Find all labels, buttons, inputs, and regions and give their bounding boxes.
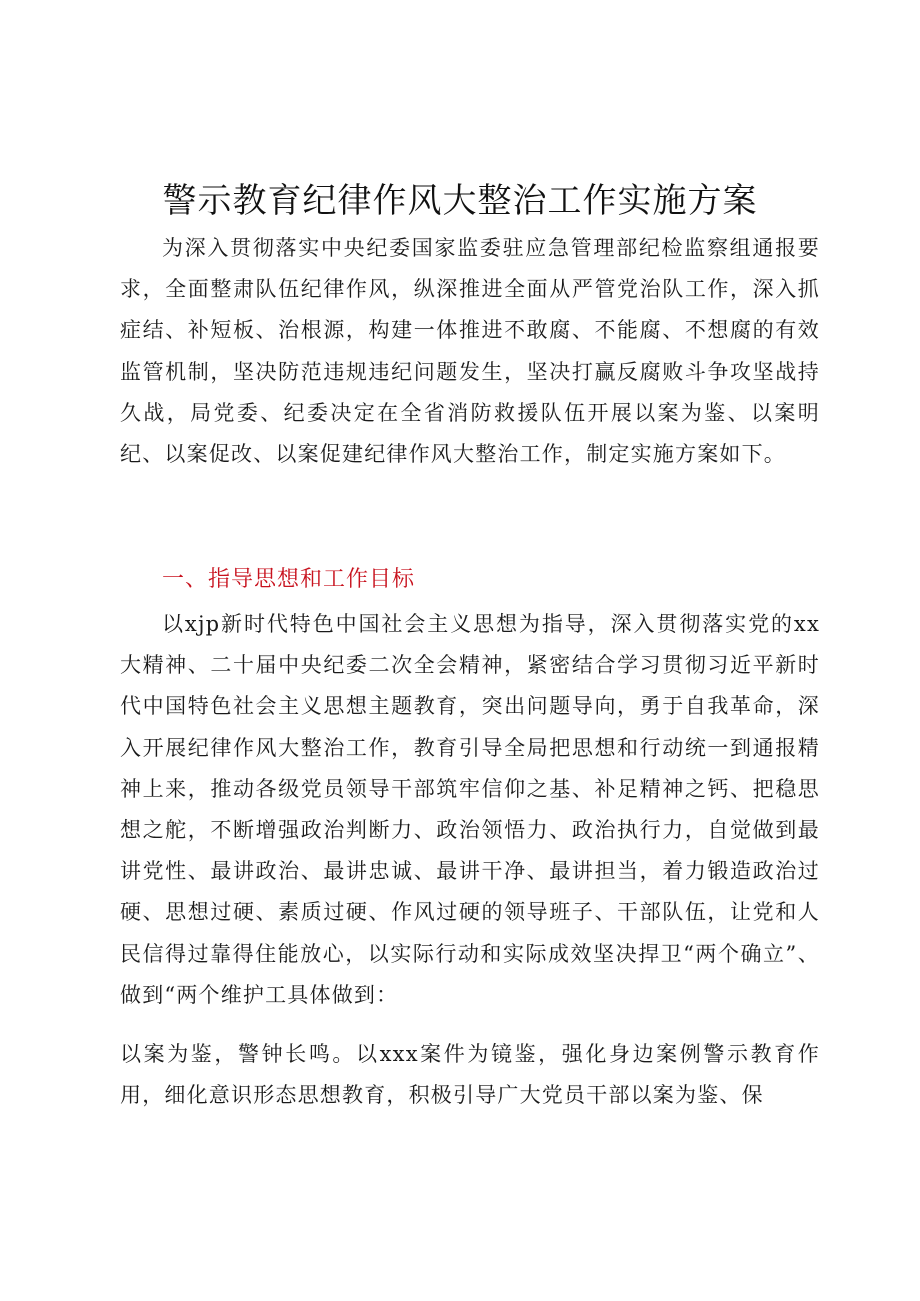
section-heading: 一、指导思想和工作目标 — [162, 567, 416, 592]
intro-paragraph: 为深入贯彻落实中央纪委国家监委驻应急管理部纪检监察组通报要求，全面整肃队伍纪律作风，纵深推进全面从严管党治队工作，深入抓症结、补短板、治根源，构建一体推进不敢腐、不能腐、不想腐的有效监管机制，坚决防范违规违纪问题发生，坚决打赢反腐败斗争攻坚战持久战，局党委、纪委决定在全省消防救援队伍开展以案为鉴、以案明纪、以案促改、以案促建纪律作风大整治工作，制定实施方案如下。 — [120, 236, 820, 467]
guidance-paragraph: 以xjp新时代特色中国社会主义思想为指导，深入贯彻落实党的xx大精神、二十届中央纪委二次全会精神，紧密结合学习贯彻习近平新时代中国特色社会主义思想主题教育，突出问题导向，勇于自我革命，深入开展纪律作风大整治工作，教育引导全局把思想和行动统一到通报精神上来，推动各级党员领导干部筑牢信仰之基、补足精神之钙、把稳思想之舵，不断增强政治判断力、政治领悟力、政治执行力，自觉做到最讲党性、最讲政治、最讲忠诚、最讲干净、最讲担当，着力锻造政治过硬、思想过硬、素质过硬、作风过硬的领导班子、干部队伍，让党和人民信得过靠得住能放心，以实际行动和实际成效坚决捍卫“两个确立”、做到“两个维护工具体做到： — [120, 612, 820, 1007]
document-title: 警示教育纪律作风大整治工作实施方案 — [162, 181, 758, 221]
case-paragraph: 以案为鉴，警钟长鸣。以xxx案件为镜鉴，强化身边案例警示教育作用，细化意识形态思想教育，积极引导广大党员干部以案为鉴、保 — [120, 1042, 820, 1108]
